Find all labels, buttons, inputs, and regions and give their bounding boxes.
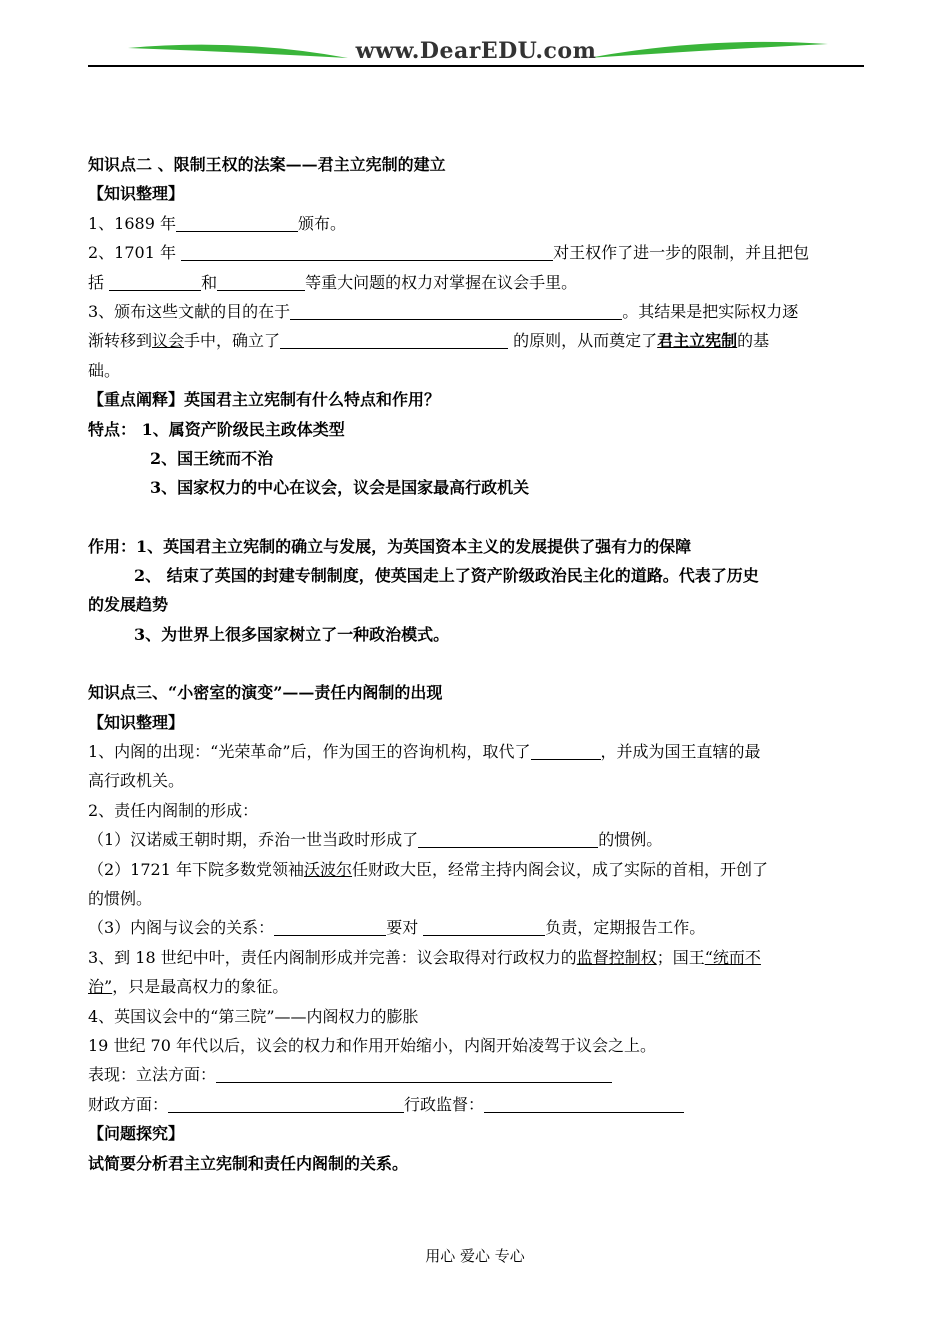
s3-item4-legislation: 表现：立法方面： — [88, 1060, 864, 1089]
fill-blank[interactable] — [531, 741, 601, 760]
s3-item2-2-cont: 的惯例。 — [88, 888, 153, 908]
question-3-line3: 础。 — [88, 360, 121, 380]
fill-blank[interactable] — [274, 917, 386, 936]
document-body — [88, 150, 864, 1178]
s3-item3-line2: 治”，只是最高权力的象征。 — [88, 977, 289, 997]
s3-item4-desc: 19 世纪 70 年代以后，议会的权力和作用开始缩小，内阁开始凌驾于议会之上。 — [88, 1035, 656, 1055]
effect-1: 作用：1、英国君主立宪制的确立与发展，为英国资本主义的发展提供了强有力的保障 — [88, 536, 692, 556]
fill-blank[interactable] — [418, 829, 598, 848]
site-logo-text[interactable]: www.DearEDU.com — [355, 38, 597, 64]
section3-heading-knowledge: 【知识整理】 — [88, 712, 185, 732]
fill-blank[interactable] — [168, 1094, 404, 1113]
question-1: 1、1689 年 颁布。 — [88, 213, 347, 233]
question-3-line1: 3、颁布这些文献的目的在于 。其结果是把实际权力逐 — [88, 301, 799, 321]
feature-2: 2、国王统而不治 — [150, 448, 274, 468]
question-3-line2: 渐转移到议会手中，确立了 的原则，从而奠定了君主立宪制的基 — [88, 331, 770, 351]
site-header — [88, 30, 864, 70]
question-2-line1: 2、1701 年 对王权作了进一步的限制，并且把包 — [88, 243, 810, 263]
s3-item4-finance: 财政方面： 行政监督： — [88, 1090, 864, 1119]
s3-item4: 4、英国议会中的“第三院”——内阁权力的膨胀 — [88, 1006, 419, 1026]
key-points-heading: 【重点阐释】英国君主立宪制有什么特点和作用？ — [88, 390, 441, 410]
fill-blank[interactable] — [217, 272, 305, 291]
fill-blank[interactable] — [290, 301, 622, 320]
s3-item2-1: （1）汉诺威王朝时期，乔治一世当政时形成了 的惯例。 — [88, 830, 663, 850]
s3-item1-line2: 高行政机关。 — [88, 771, 185, 791]
effect-2: 2、 结束了英国的封建专制制度，使英国走上了资产阶级政治民主化的道路。代表了历史 — [134, 566, 759, 586]
section2-title: 知识点二 、限制王权的法案——君主立宪制的建立 — [88, 155, 446, 174]
feature-1: 特点： 1、属资产阶级民主政体类型 — [88, 419, 345, 439]
feature-3: 3、国家权力的中心在议会，议会是国家最高行政机关 — [150, 478, 530, 498]
section2-heading-knowledge: 【知识整理】 — [88, 184, 185, 204]
s3-item3-line1: 3、到 18 世纪中叶，责任内阁制形成并完善：议会取得对行政权力的监督控制权；国王“统而不 — [88, 947, 761, 967]
page-footer: 用心 爱心 专心 — [425, 1247, 525, 1265]
inquiry-heading: 【问题探究】 — [88, 1124, 185, 1144]
fill-blank[interactable] — [216, 1064, 612, 1083]
fill-blank[interactable] — [280, 330, 508, 349]
question-2-line2: 括 和 等重大问题的权力对掌握在议会手里。 — [88, 272, 578, 292]
s3-item2: 2、责任内阁制的形成： — [88, 800, 259, 820]
fill-blank[interactable] — [176, 213, 298, 232]
fill-blank[interactable] — [181, 242, 553, 261]
fill-blank[interactable] — [109, 272, 201, 291]
s3-item1-line1: 1、内阁的出现：“光荣革命”后，作为国王的咨询机构，取代了 ，并成为国王直辖的最 — [88, 742, 761, 762]
header-divider — [88, 65, 864, 67]
s3-item2-2: （2）1721 年下院多数党领袖沃波尔任财政大臣，经常主持内阁会议，成了实际的首相，开创了 — [88, 859, 769, 879]
fill-blank[interactable] — [423, 917, 545, 936]
fill-blank[interactable] — [484, 1094, 684, 1113]
inquiry-question: 试简要分析君主立宪制和责任内阁制的关系。 — [88, 1153, 409, 1173]
effect-2-cont: 的发展趋势 — [88, 595, 169, 615]
s3-item2-3: （3）内阁与议会的关系： 要对 负责，定期报告工作。 — [88, 918, 706, 938]
effect-3: 3、为世界上很多国家树立了一种政治模式。 — [134, 624, 450, 644]
section3-title: 知识点三、“小密室的演变”——责任内阁制的出现 — [88, 683, 443, 703]
